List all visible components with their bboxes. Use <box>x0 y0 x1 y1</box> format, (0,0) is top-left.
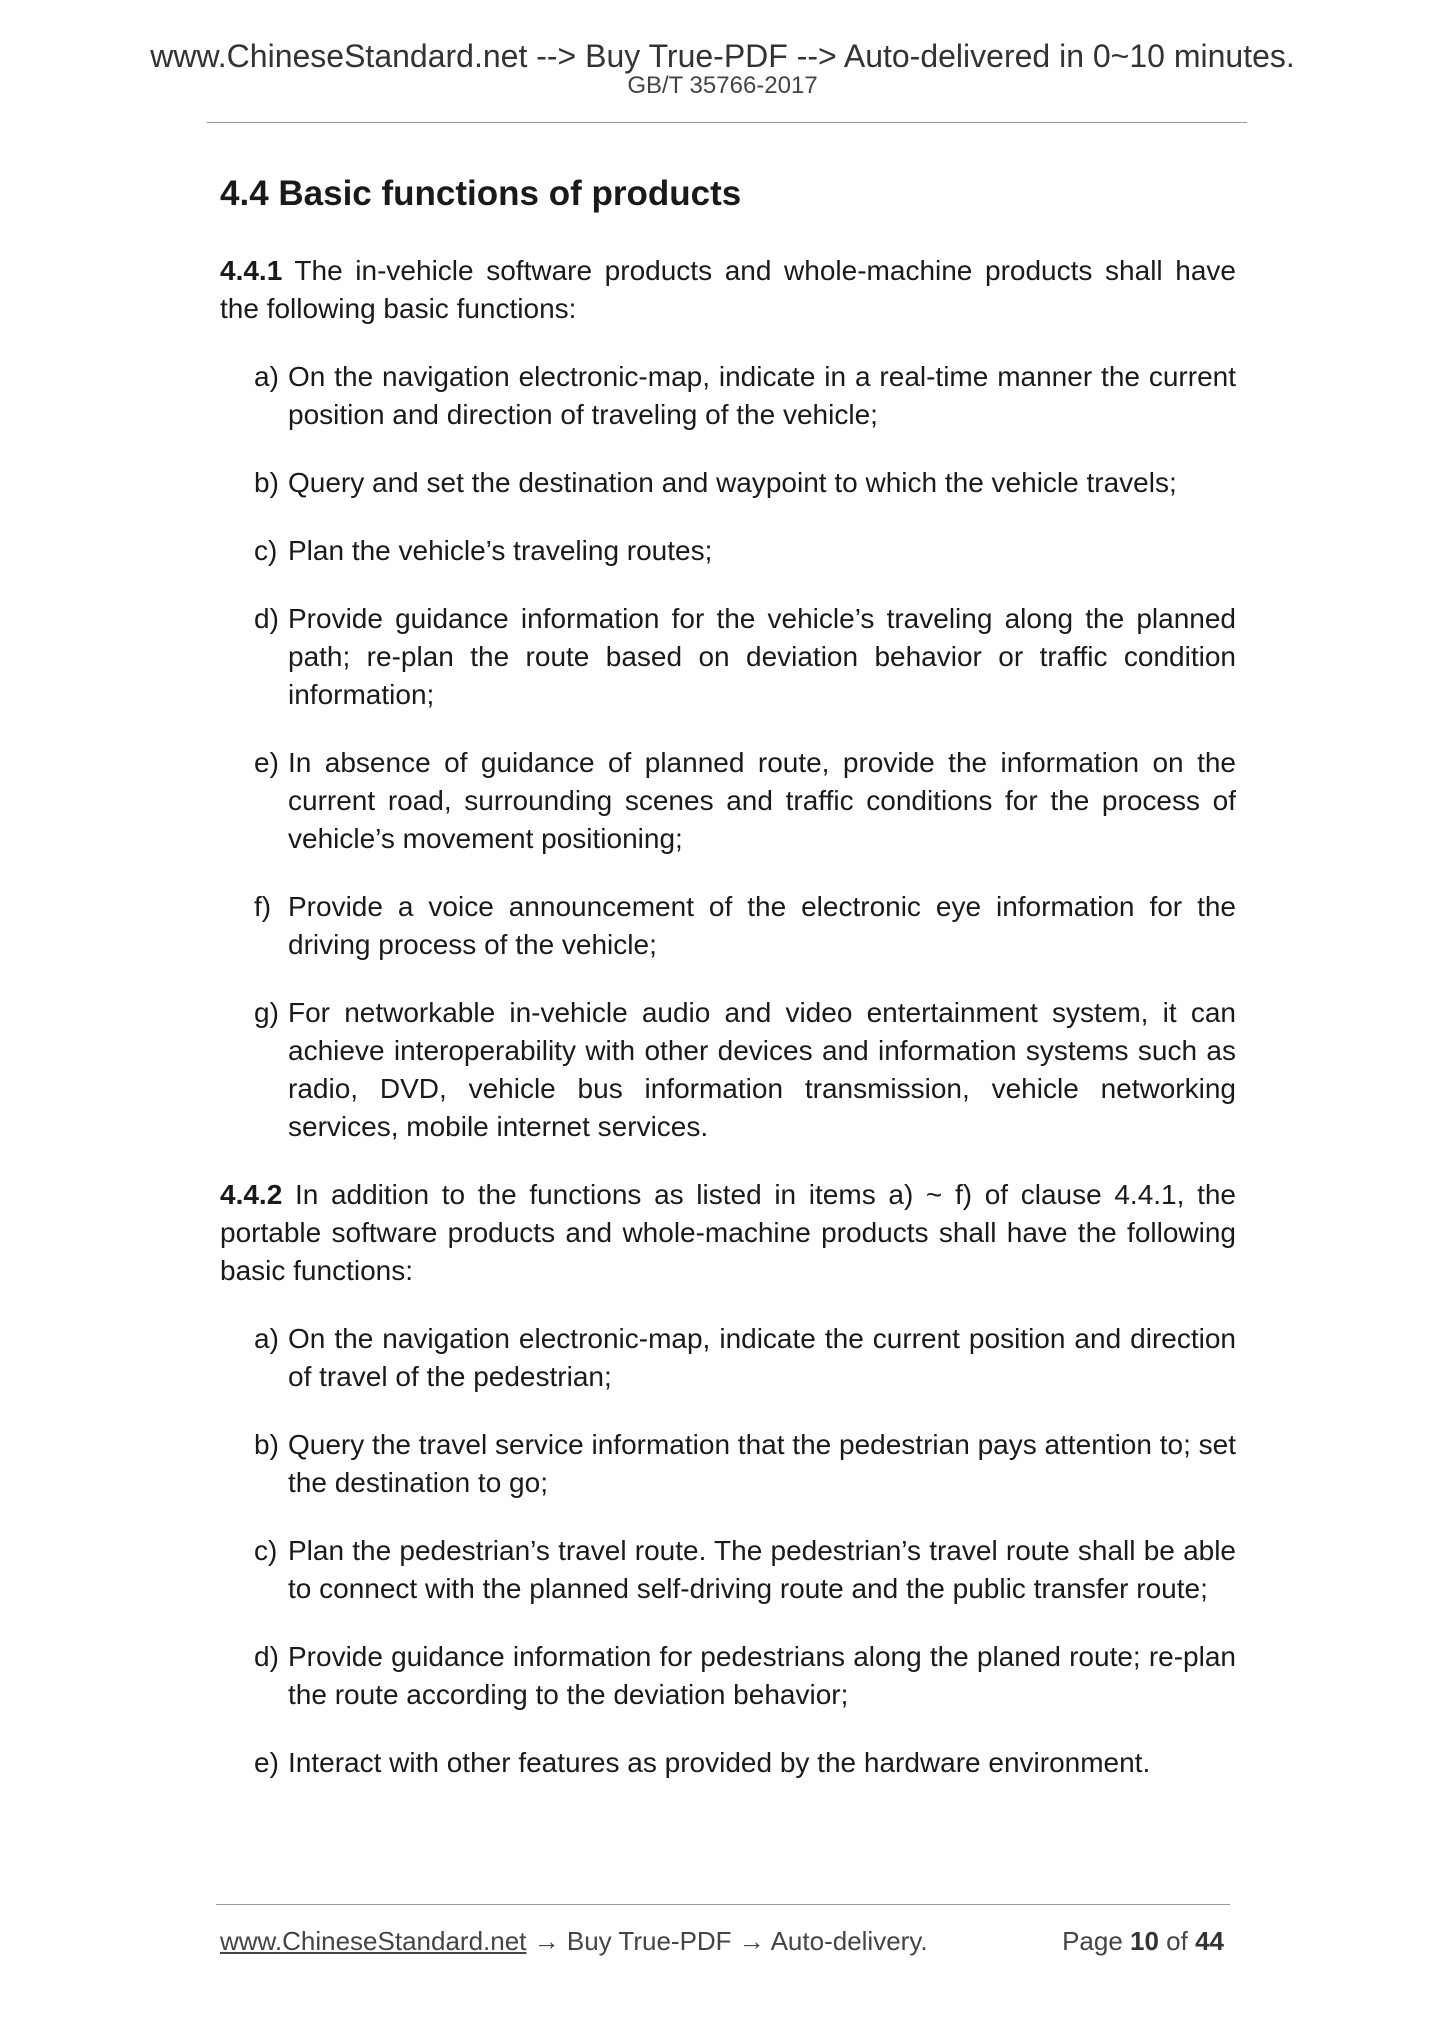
item-label: d) <box>254 603 279 634</box>
item-label: d) <box>254 1641 279 1672</box>
item-text: In absence of guidance of planned route, provide the information on the current road, surrounding scenes and traffic conditions for the process of vehicle’s movement positioning; <box>288 747 1236 854</box>
item-text: Provide guidance information for pedestrians along the planed route; re-plan the route according to the deviation behavior; <box>288 1641 1236 1710</box>
list-item-442-a <box>254 1320 1236 1396</box>
list-item-442-e <box>254 1744 1236 1782</box>
source-banner: www.ChineseStandard.net --> Buy True-PDF --> Auto-delivered in 0~10 minutes. <box>150 38 1295 74</box>
item-text: Interact with other features as provided by the hardware environment. <box>288 1747 1151 1778</box>
list-item-441-g <box>254 994 1236 1146</box>
list-item-442-b <box>254 1426 1236 1502</box>
item-label: g) <box>254 997 279 1028</box>
clause-text: The in-vehicle software products and whole-machine products shall have the following basic functions: <box>220 255 1236 324</box>
item-text: Provide a voice announcement of the electronic eye information for the driving process of the vehicle; <box>288 891 1236 960</box>
header-divider <box>207 122 1247 123</box>
page-body <box>220 170 1236 1782</box>
item-text: Plan the pedestrian’s travel route. The pedestrian’s travel route shall be able to connect with the planned self-driving route and the public transfer route; <box>288 1535 1236 1604</box>
footer-link[interactable]: www.ChineseStandard.net <box>220 1926 527 1956</box>
item-text: Query the travel service information that the pedestrian pays attention to; set the destination to go; <box>288 1429 1236 1498</box>
arrow-icon: → <box>731 1926 771 1956</box>
item-text: Query and set the destination and waypoint to which the vehicle travels; <box>288 467 1177 498</box>
clause-4-4-2 <box>220 1176 1236 1290</box>
arrow-icon: → <box>526 1926 567 1956</box>
item-text: On the navigation electronic-map, indicate in a real-time manner the current position and direction of traveling of the vehicle; <box>288 361 1236 430</box>
footer-source <box>220 1924 928 1958</box>
item-label: e) <box>254 1747 279 1778</box>
section-title: 4.4 Basic functions of products <box>220 174 742 213</box>
footer-divider <box>216 1904 1230 1905</box>
list-item-441-a <box>254 358 1236 434</box>
clause-4-4-1 <box>220 252 1236 328</box>
page-current: 10 <box>1130 1926 1159 1956</box>
item-label: c) <box>254 1535 278 1566</box>
item-text: Plan the vehicle’s traveling routes; <box>288 535 713 566</box>
list-item-441-c <box>254 532 1236 570</box>
footer-auto-text: Auto-delivery. <box>770 1926 928 1956</box>
page-label: Page <box>1062 1926 1131 1956</box>
page-of-label: of <box>1158 1926 1196 1956</box>
item-label: a) <box>254 361 279 392</box>
clause-number: 4.4.2 <box>220 1179 283 1210</box>
clause-text: In addition to the functions as listed in items a) ~ f) of clause 4.4.1, the portable software products and whole-machine products shall have the following basic functions: <box>220 1179 1236 1286</box>
item-label: e) <box>254 747 279 778</box>
item-text: On the navigation electronic-map, indicate the current position and direction of travel of the pedestrian; <box>288 1323 1236 1392</box>
item-text: Provide guidance information for the vehicle’s traveling along the planned path; re-plan the route based on deviation behavior or traffic condition information; <box>288 603 1236 710</box>
document-code: GB/T 35766-2017 <box>627 72 818 99</box>
page-number <box>1062 1924 1224 1958</box>
item-text: For networkable in-vehicle audio and video entertainment system, it can achieve interoperability with other devices and information systems such as radio, DVD, vehicle bus information transmission, vehicle networking services, mobile internet services. <box>288 997 1236 1142</box>
page-total: 44 <box>1195 1926 1224 1956</box>
item-label: b) <box>254 1429 279 1460</box>
list-item-442-d <box>254 1638 1236 1714</box>
list-item-441-b <box>254 464 1236 502</box>
item-label: c) <box>254 535 278 566</box>
list-item-442-c <box>254 1532 1236 1608</box>
footer-buy-text: Buy True-PDF <box>566 1926 732 1956</box>
item-label: b) <box>254 467 279 498</box>
item-label: f) <box>254 891 272 922</box>
clause-number: 4.4.1 <box>220 255 283 286</box>
list-item-441-d <box>254 600 1236 714</box>
list-item-441-e <box>254 744 1236 858</box>
item-label: a) <box>254 1323 279 1354</box>
list-item-441-f <box>254 888 1236 964</box>
